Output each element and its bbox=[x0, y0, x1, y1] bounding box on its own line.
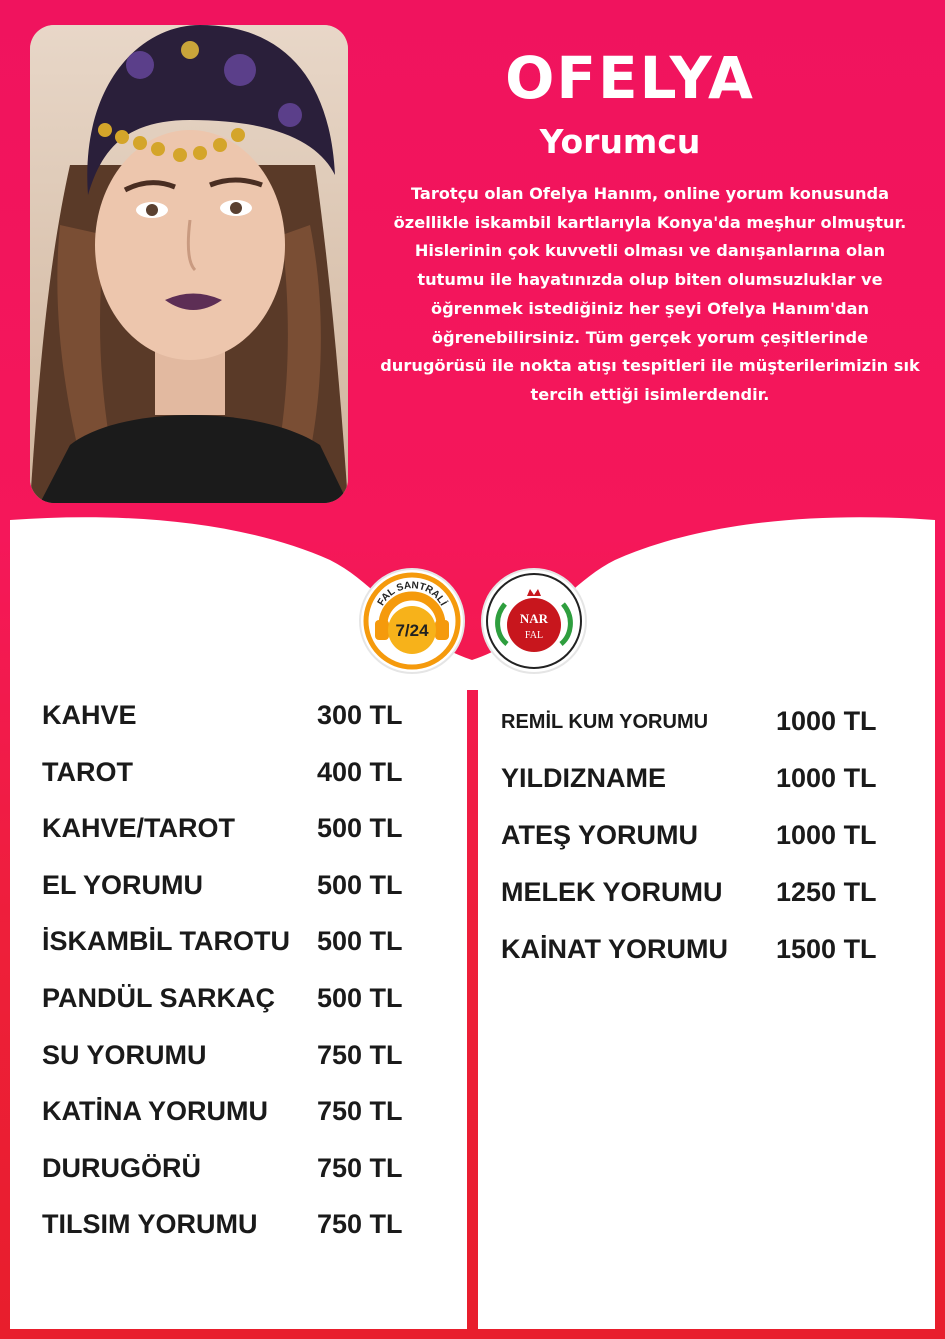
service-price: 1250 TL bbox=[776, 877, 877, 907]
fal-santrali-logo-title: FAL SANTRALİ bbox=[375, 580, 449, 608]
service-price: 1000 TL bbox=[776, 706, 877, 736]
price-row bbox=[10, 1040, 467, 1080]
price-row bbox=[478, 820, 935, 860]
nar-fal-logo-top-text: NAR bbox=[519, 611, 549, 626]
price-row bbox=[10, 757, 467, 797]
service-price: 500 TL bbox=[317, 869, 403, 900]
price-row bbox=[10, 1096, 467, 1136]
service-name: İSKAMBİL TAROTU bbox=[42, 926, 290, 957]
service-name: KATİNA YORUMU bbox=[42, 1096, 268, 1127]
service-name: EL YORUMU bbox=[42, 869, 204, 900]
reader-bio: Tarotçu olan Ofelya Hanım, online yorum konusunda özellikle iskambil kartlarıyla Konya'da meşhur olmuştur. Hislerinin çok kuvvetli olması ve danışanlarına olan tutumu ile hayatınızda olup biten olumsuzluklar ve öğrenmek istediğiniz her şeyi Ofelya Hanım'dan öğrenebilirsiniz. Tüm gerçek yorum çeşitlerinde durugörüsü ile nokta atışı tespitleri ile müşterilerimizin sık tercih ettiği isimlerdendir. bbox=[380, 184, 920, 404]
price-row bbox=[10, 983, 467, 1023]
service-name: TAROT bbox=[42, 756, 133, 787]
service-name: REMİL KUM YORUMU bbox=[501, 711, 709, 733]
price-row bbox=[10, 926, 467, 966]
service-price: 1000 TL bbox=[776, 763, 877, 793]
service-price: 1500 TL bbox=[776, 934, 877, 964]
service-name: MELEK YORUMU bbox=[501, 877, 723, 907]
service-name: YILDIZNAME bbox=[501, 763, 666, 793]
service-name: TILSIM YORUMU bbox=[42, 1209, 258, 1240]
service-name: KAİNAT YORUMU bbox=[501, 934, 728, 964]
price-row bbox=[10, 1153, 467, 1193]
nar-fal-logo bbox=[483, 570, 585, 672]
service-name: SU YORUMU bbox=[42, 1039, 207, 1070]
price-row bbox=[478, 877, 935, 917]
service-price: 750 TL bbox=[317, 1209, 403, 1240]
service-price: 750 TL bbox=[317, 1039, 403, 1070]
service-price: 300 TL bbox=[317, 700, 403, 730]
service-name: KAHVE bbox=[42, 700, 137, 730]
service-price: 750 TL bbox=[317, 1152, 403, 1183]
service-price: 500 TL bbox=[317, 983, 403, 1013]
fal-santrali-logo bbox=[361, 570, 463, 672]
service-price: 400 TL bbox=[317, 756, 403, 787]
price-list-right bbox=[478, 688, 935, 1329]
service-name: PANDÜL SARKAÇ bbox=[42, 983, 276, 1013]
fal-santrali-logo-hours: 7/24 bbox=[395, 621, 429, 640]
price-row bbox=[478, 934, 935, 974]
nar-fal-logo-bottom-text: FAL bbox=[524, 630, 544, 641]
service-name: DURUGÖRÜ bbox=[42, 1152, 201, 1183]
reader-role: Yorumcu bbox=[539, 122, 701, 161]
fortune-teller-photo bbox=[30, 25, 348, 503]
service-price: 1000 TL bbox=[776, 820, 877, 850]
price-row bbox=[10, 1209, 467, 1249]
service-price: 500 TL bbox=[317, 813, 403, 844]
service-price: 750 TL bbox=[317, 1096, 403, 1127]
price-row bbox=[478, 706, 935, 746]
price-row bbox=[478, 763, 935, 803]
service-name: KAHVE/TAROT bbox=[42, 813, 235, 844]
price-list-left bbox=[10, 688, 467, 1329]
price-row bbox=[10, 700, 467, 740]
price-row bbox=[10, 870, 467, 910]
price-row bbox=[10, 813, 467, 853]
service-name: ATEŞ YORUMU bbox=[501, 820, 699, 850]
service-price: 500 TL bbox=[317, 926, 403, 957]
reader-name: OFELYA bbox=[505, 44, 755, 112]
